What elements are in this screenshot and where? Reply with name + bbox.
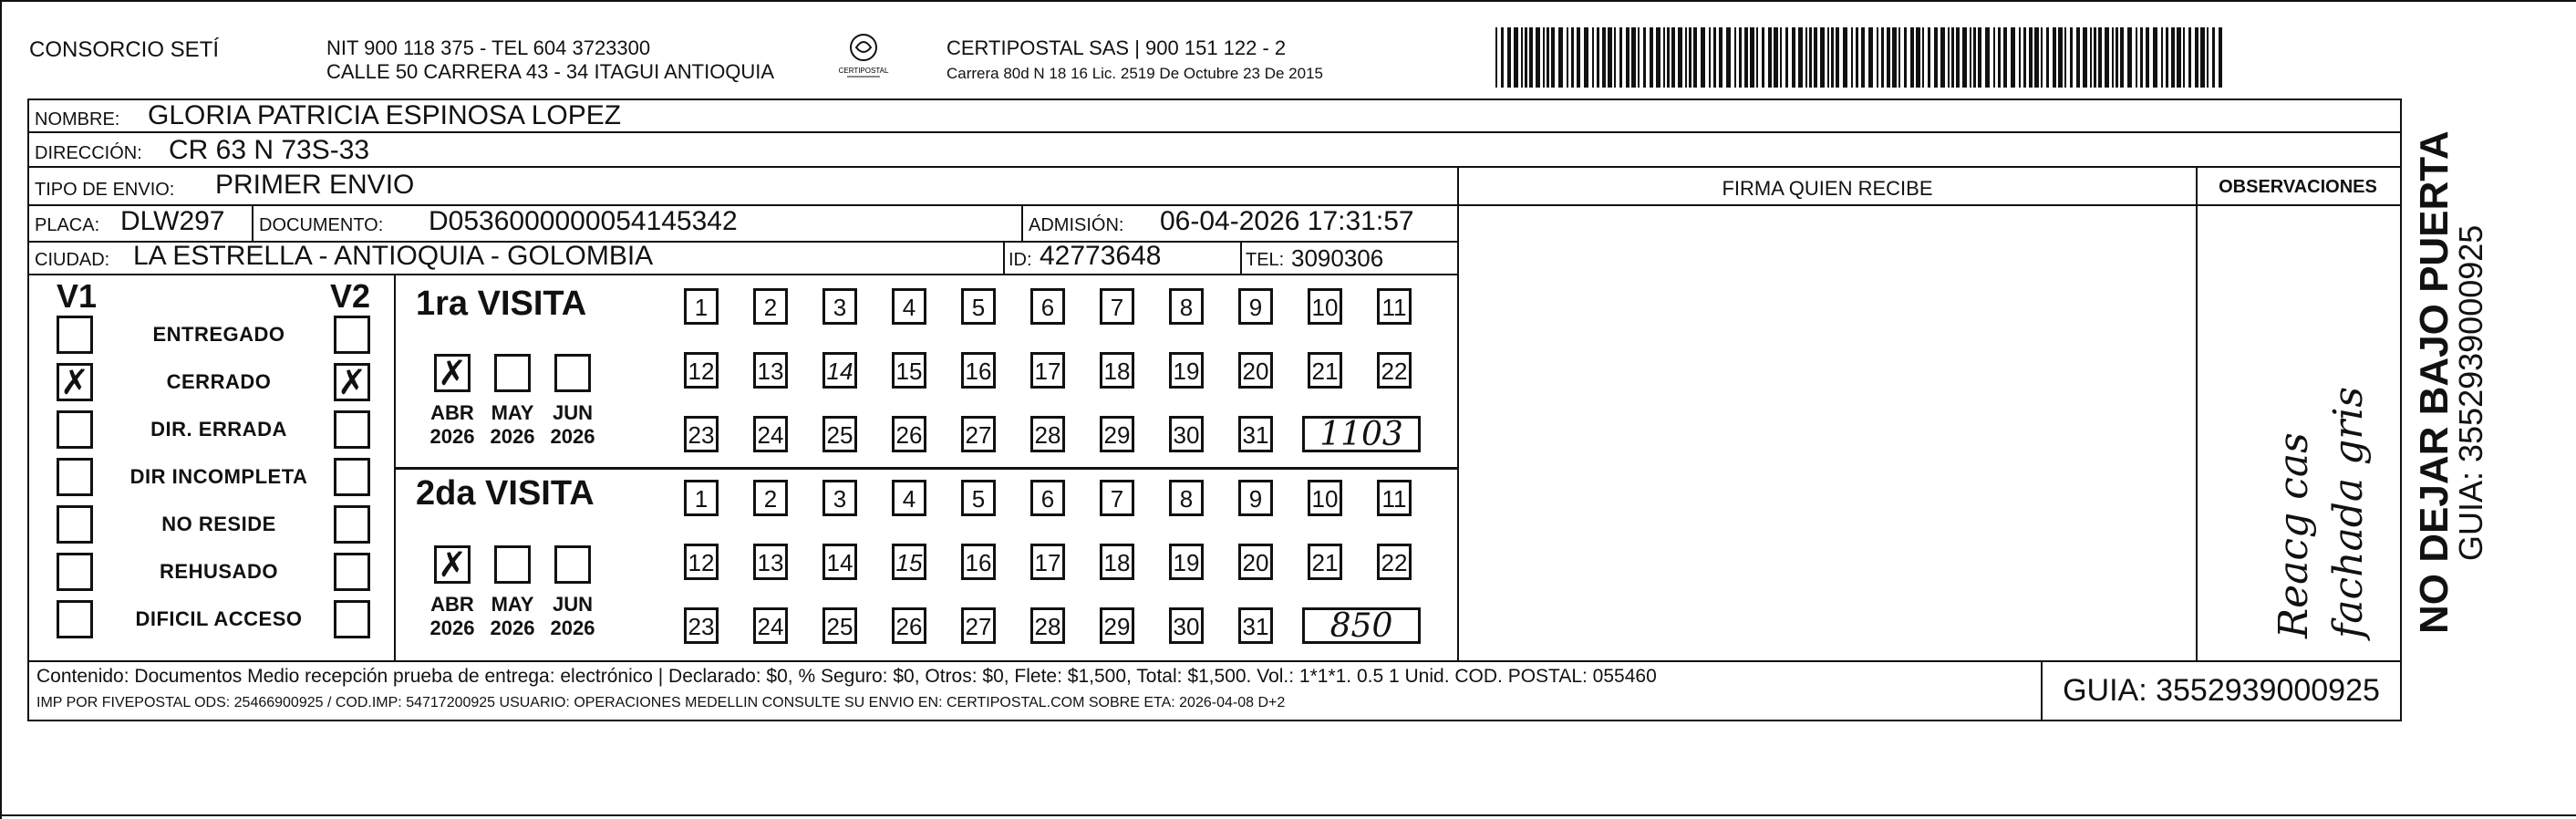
day-box[interactable]: 25 [822, 607, 857, 644]
barcode-bar [1861, 27, 1865, 88]
direccion-row [29, 133, 2400, 168]
barcode-bar [1750, 27, 1754, 88]
barcode-bar [2188, 27, 2191, 88]
day-box[interactable]: 5 [961, 288, 996, 325]
barcode [1495, 27, 2225, 88]
year-label: 2026 [550, 617, 595, 639]
v1-checkbox[interactable] [57, 316, 93, 354]
day-box[interactable]: 30 [1169, 607, 1204, 644]
barcode-bar [1934, 27, 1938, 88]
barcode-bar [1877, 27, 1878, 88]
obs-handwritten-line2: fachada gris [2325, 387, 2372, 638]
barcode-bar [1887, 27, 1890, 88]
barcode-bar [1619, 27, 1622, 88]
day-box[interactable]: 27 [961, 607, 996, 644]
month-label: ABR [430, 401, 474, 424]
day-box[interactable]: 19 [1169, 352, 1204, 389]
barcode-bar [1739, 27, 1742, 88]
placa-value: DLW297 [120, 206, 225, 236]
barcode-bar [2166, 27, 2168, 88]
barcode-bar [2116, 27, 2118, 88]
day-box[interactable]: 11 [1377, 480, 1412, 516]
day-box[interactable]: 30 [1169, 416, 1204, 452]
status-label: DIR INCOMPLETA [129, 465, 308, 488]
month-checkbox[interactable] [554, 545, 591, 584]
barcode-bar [1597, 27, 1599, 88]
barcode-bar [2064, 27, 2066, 88]
barcode-bar [1678, 27, 1682, 88]
barcode-bar [2046, 27, 2049, 88]
barcode-bar [1916, 27, 1920, 88]
direccion-value: CR 63 N 73S-33 [169, 135, 370, 165]
barcode-bar [2041, 27, 2043, 88]
day-box[interactable]: 6 [1030, 288, 1065, 325]
day-box[interactable]: 7 [1100, 480, 1134, 516]
day-box[interactable]: 19 [1169, 544, 1204, 580]
barcode-bar [2058, 27, 2063, 88]
barcode-bar [2127, 27, 2132, 88]
day-box[interactable]: 26 [892, 416, 926, 452]
barcode-bar [1685, 27, 1687, 88]
barcode-bar [1529, 27, 1533, 88]
barcode-bar [2136, 27, 2137, 88]
obs-label: OBSERVACIONES [2219, 177, 2377, 197]
day-box[interactable]: 24 [753, 416, 788, 452]
nombre-row [29, 100, 2400, 133]
barcode-bar [1663, 27, 1665, 88]
day-box[interactable]: 15 [892, 352, 926, 389]
day-box[interactable]: 28 [1030, 607, 1065, 644]
barcode-bar [1805, 27, 1807, 88]
day-box[interactable]: 15 [892, 544, 926, 580]
barcode-bar [1910, 27, 1914, 88]
barcode-bar [1701, 27, 1705, 88]
v2-checkbox[interactable] [334, 458, 370, 496]
barcode-bar [1709, 27, 1711, 88]
barcode-bar [1667, 27, 1670, 88]
barcode-bar [1602, 27, 1606, 88]
barcode-bar [1643, 27, 1646, 88]
left-border-line [0, 0, 2, 819]
barcode-bar [1978, 27, 1981, 88]
day-box[interactable]: 29 [1100, 416, 1134, 452]
barcode-bar [1756, 27, 1758, 88]
day-box[interactable]: 23 [684, 607, 719, 644]
barcode-bar [2195, 27, 2198, 88]
day-box[interactable]: 6 [1030, 480, 1065, 516]
day-box[interactable]: 10 [1308, 480, 1342, 516]
day-box[interactable]: 17 [1030, 352, 1065, 389]
day-box[interactable]: 2 [753, 480, 788, 516]
nit-line: NIT 900 118 375 - TEL 604 3723300 [326, 36, 651, 59]
tel-divider [1240, 243, 1242, 274]
day-box[interactable]: 18 [1100, 352, 1134, 389]
day-box[interactable]: 8 [1169, 288, 1204, 325]
barcode-bar [2219, 27, 2222, 88]
barcode-bar [1495, 27, 1497, 88]
barcode-bar [1993, 27, 1995, 88]
barcode-bar [1814, 27, 1817, 88]
barcode-bar [1827, 27, 1829, 88]
barcode-bar [1928, 27, 1930, 88]
day-box[interactable]: 16 [961, 352, 996, 389]
ciudad-label: CIUDAD: [35, 250, 110, 270]
status-label: REHUSADO [160, 560, 278, 583]
day-box[interactable]: 20 [1238, 544, 1273, 580]
tel-label: TEL: [1246, 250, 1285, 270]
day-box[interactable]: 16 [961, 544, 996, 580]
barcode-bar [1501, 27, 1504, 88]
placa-divider [252, 206, 253, 241]
barcode-bar [1631, 27, 1636, 88]
no-dejar-bajo-puerta: NO DEJAR BAJO PUERTA [2412, 130, 2457, 634]
direccion-label: DIRECCIÓN: [35, 143, 142, 163]
v2-label: V2 [330, 277, 371, 315]
day-box[interactable]: 1 [684, 288, 719, 325]
barcode-bar [1922, 27, 1924, 88]
day-box[interactable]: 3 [822, 288, 857, 325]
ciudad-row-line [29, 274, 1457, 275]
barcode-bar [1584, 27, 1588, 88]
day-box[interactable]: 21 [1308, 544, 1342, 580]
barcode-bar [1809, 27, 1812, 88]
tel-value: 3090306 [1291, 244, 1384, 272]
month-label: ABR [430, 593, 474, 616]
day-box[interactable]: 21 [1308, 352, 1342, 389]
id-label: ID: [1009, 250, 1032, 270]
month-checkbox[interactable] [494, 354, 531, 392]
status-label: DIFICIL ACCESO [135, 607, 303, 630]
day-box[interactable]: 20 [1238, 352, 1273, 389]
barcode-bar [1577, 27, 1580, 88]
day-box[interactable]: 14 [822, 352, 857, 389]
barcode-bar [1948, 27, 1950, 88]
day-box[interactable]: 8 [1169, 480, 1204, 516]
observaciones-handwriting [2207, 274, 2389, 657]
v2-checkbox[interactable] [334, 316, 370, 354]
barcode-bar [1820, 27, 1825, 88]
barcode-bar [1868, 27, 1873, 88]
side-text [2407, 109, 2489, 638]
month-checkbox[interactable] [554, 354, 591, 392]
documento-value: D0536000000054145342 [429, 206, 738, 236]
v1-checkbox[interactable] [57, 458, 93, 496]
barcode-bar [1614, 27, 1616, 88]
barcode-bar [1970, 27, 1971, 88]
barcode-bar [2090, 27, 2092, 88]
barcode-bar [1650, 27, 1653, 88]
admision-label: ADMISIÓN: [1029, 215, 1124, 235]
barcode-bar [1626, 27, 1629, 88]
barcode-bar [1689, 27, 1691, 88]
barcode-bar [2120, 27, 2124, 88]
month-label: JUN [552, 401, 593, 424]
certipostal-line1: CERTIPOSTAL SAS | 900 151 122 - 2 [947, 36, 1287, 59]
barcode-bar [2076, 27, 2080, 88]
barcode-bar [1608, 27, 1612, 88]
v1-checkbox[interactable]: ✗ [57, 363, 93, 401]
barcode-bar [2183, 27, 2185, 88]
barcode-bar [2034, 27, 2039, 88]
top-border-line [0, 0, 2576, 2]
day-box[interactable]: 12 [684, 544, 719, 580]
firma-label: FIRMA QUIEN RECIBE [1722, 177, 1933, 200]
id-divider [1003, 243, 1005, 274]
barcode-bar [1856, 27, 1858, 88]
barcode-bar [1543, 27, 1545, 88]
barcode-bar [2212, 27, 2215, 88]
footer-divider [29, 660, 2400, 662]
day-box[interactable]: 14 [822, 544, 857, 580]
barcode-bar [1951, 27, 1954, 88]
tipo-value: PRIMER ENVIO [215, 170, 415, 200]
visit-section-divider [396, 467, 1457, 470]
year-label: 2026 [490, 425, 535, 448]
visit-time-box[interactable]: 1103 [1302, 416, 1421, 452]
month-label: MAY [491, 593, 534, 616]
v1-checkbox[interactable] [57, 553, 93, 591]
day-box[interactable]: 13 [753, 352, 788, 389]
visit-time-box[interactable]: 850 [1302, 607, 1421, 644]
firma-column-divider [1457, 168, 1459, 660]
barcode-bar [1547, 27, 1549, 88]
barcode-bar [1521, 27, 1523, 88]
id-value: 42773648 [1040, 241, 1162, 271]
barcode-bar [1571, 27, 1574, 88]
barcode-bar [1851, 27, 1853, 88]
barcode-bar [1843, 27, 1847, 88]
barcode-bar [1785, 27, 1788, 88]
barcode-bar [1693, 27, 1697, 88]
day-box[interactable]: 26 [892, 607, 926, 644]
placa-label: PLACA: [35, 215, 100, 235]
address-line: CALLE 50 CARRERA 43 - 34 ITAGUI ANTIOQUIA [326, 60, 775, 83]
day-box[interactable]: 10 [1308, 288, 1342, 325]
status-label: DIR. ERRADA [150, 418, 287, 441]
barcode-bar [1656, 27, 1660, 88]
month-checkbox[interactable]: ✗ [434, 354, 471, 392]
barcode-bar [1836, 27, 1839, 88]
barcode-bar [1514, 27, 1518, 88]
day-box[interactable]: 27 [961, 416, 996, 452]
barcode-bar [1567, 27, 1568, 88]
footer-contenido: Contenido: Documentos Medio recepción prueba de entrega: electrónico | Declarado: $0, % Seguro: $0, Otros: $0, Flete: $1,500, Total: $1,500. Vol.: 1*1*1. 0.5 1 Unid. COD. POSTAL: 055460 [36, 666, 1657, 687]
admision-value: 06-04-2026 17:31:57 [1160, 206, 1414, 236]
barcode-bar [1898, 27, 1900, 88]
documento-label: DOCUMENTO: [259, 215, 384, 235]
barcode-bar [1985, 27, 1990, 88]
barcode-bar [2083, 27, 2087, 88]
obs-column-divider [2196, 168, 2198, 660]
day-box[interactable]: 22 [1377, 352, 1412, 389]
month-label: JUN [552, 593, 593, 616]
barcode-bar [2140, 27, 2143, 88]
admision-divider [1021, 206, 1023, 241]
day-box[interactable]: 31 [1238, 607, 1273, 644]
barcode-bar [2029, 27, 2033, 88]
barcode-bar [1962, 27, 1967, 88]
obs-handwritten-line1: Reacg cas [2271, 432, 2317, 638]
footer-guia: GUIA: 3552939000925 [2063, 673, 2380, 708]
day-box[interactable]: 18 [1100, 544, 1134, 580]
day-box[interactable]: 22 [1377, 544, 1412, 580]
second-visit-title: 2da VISITA [416, 474, 595, 513]
day-box[interactable]: 31 [1238, 416, 1273, 452]
status-label: NO RESIDE [161, 513, 276, 535]
barcode-bar [2153, 27, 2157, 88]
barcode-bar [1744, 27, 1748, 88]
barcode-bar [1551, 27, 1555, 88]
barcode-bar [1904, 27, 1907, 88]
day-box[interactable]: 3 [822, 480, 857, 516]
day-box[interactable]: 5 [961, 480, 996, 516]
day-box[interactable]: 7 [1100, 288, 1134, 325]
year-label: 2026 [490, 617, 535, 639]
year-label: 2026 [550, 425, 595, 448]
v2-checkbox[interactable] [334, 410, 370, 449]
svg-text:CERTIPOSTAL: CERTIPOSTAL [838, 67, 889, 75]
day-box[interactable]: 4 [892, 480, 926, 516]
year-label: 2026 [429, 617, 475, 639]
day-box[interactable]: 1 [684, 480, 719, 516]
barcode-bar [1507, 27, 1511, 88]
barcode-bar [1719, 27, 1723, 88]
bottom-border-line [0, 814, 2576, 816]
day-box[interactable]: 2 [753, 288, 788, 325]
barcode-bar [1892, 27, 1897, 88]
barcode-bar [2105, 27, 2109, 88]
barcode-bar [2011, 27, 2015, 88]
barcode-bar [2094, 27, 2096, 88]
barcode-bar [1792, 27, 1795, 88]
barcode-bar [1780, 27, 1782, 88]
barcode-bar [1671, 27, 1675, 88]
status-label: ENTREGADO [152, 323, 285, 346]
day-box[interactable]: 23 [684, 416, 719, 452]
day-box[interactable]: 9 [1238, 480, 1273, 516]
barcode-bar [2070, 27, 2073, 88]
v2-checkbox[interactable] [334, 600, 370, 638]
day-box[interactable]: 4 [892, 288, 926, 325]
month-checkbox[interactable] [494, 545, 531, 584]
barcode-bar [2023, 27, 2026, 88]
month-checkbox[interactable]: ✗ [434, 545, 471, 584]
barcode-bar [1798, 27, 1803, 88]
barcode-bar [1998, 27, 2001, 88]
footer-imp: IMP POR FIVEPOSTAL ODS: 25466900925 / COD.IMP: 54717200925 USUARIO: OPERACIONES MEDELLIN CONSULTE SU ENVIO EN: CERTIPOSTAL.COM SOBRE ETA: 2026-04-08 D+2 [36, 695, 1286, 710]
v2-checkbox[interactable] [334, 553, 370, 591]
barcode-bar [1525, 27, 1527, 88]
barcode-bar [2207, 27, 2209, 88]
barcode-bar [1713, 27, 1716, 88]
barcode-bar [2200, 27, 2205, 88]
day-box[interactable]: 25 [822, 416, 857, 452]
year-label: 2026 [429, 425, 475, 448]
barcode-bar [1592, 27, 1594, 88]
ciudad-value: LA ESTRELLA - ANTIOQUIA - GOLOMBIA [133, 241, 654, 271]
barcode-bar [2146, 27, 2149, 88]
v1-checkbox[interactable] [57, 505, 93, 544]
company-name: CONSORCIO SETÍ [29, 37, 220, 62]
barcode-bar [1973, 27, 1976, 88]
barcode-bar [1768, 27, 1772, 88]
day-box[interactable]: 17 [1030, 544, 1065, 580]
v1-checkbox[interactable] [57, 600, 93, 638]
barcode-bar [1881, 27, 1884, 88]
barcode-bar [1734, 27, 1736, 88]
barcode-bar [1638, 27, 1640, 88]
nombre-value: GLORIA PATRICIA ESPINOSA LOPEZ [148, 100, 622, 130]
day-box[interactable]: 28 [1030, 416, 1065, 452]
first-visit-title: 1ra VISITA [416, 285, 587, 323]
barcode-bar [1774, 27, 1778, 88]
month-label: MAY [491, 401, 534, 424]
side-guia: GUIA: 3552939000925 [2452, 224, 2489, 561]
barcode-bar [1726, 27, 1731, 88]
barcode-bar [1831, 27, 1834, 88]
barcode-bar [2003, 27, 2007, 88]
barcode-bar [1956, 27, 1960, 88]
day-box[interactable]: 12 [684, 352, 719, 389]
day-box[interactable]: 29 [1100, 607, 1134, 644]
day-box[interactable]: 11 [1377, 288, 1412, 325]
barcode-bar [2019, 27, 2021, 88]
barcode-bar [2053, 27, 2056, 88]
day-box[interactable]: 13 [753, 544, 788, 580]
barcode-bar [2171, 27, 2175, 88]
day-box[interactable]: 24 [753, 607, 788, 644]
barcode-bar [2161, 27, 2163, 88]
certipostal-line2: Carrera 80d N 18 16 Lic. 2519 De Octubre 23 De 2015 [947, 65, 1323, 82]
barcode-bar [1762, 27, 1764, 88]
barcode-bar [2112, 27, 2114, 88]
nombre-label: NOMBRE: [35, 109, 120, 130]
v1-checkbox[interactable] [57, 410, 93, 449]
v2-checkbox[interactable] [334, 505, 370, 544]
v2-checkbox[interactable]: ✗ [334, 363, 370, 401]
barcode-bar [1558, 27, 1563, 88]
day-box[interactable]: 9 [1238, 288, 1273, 325]
status-label: CERRADO [166, 370, 272, 393]
tipo-label: TIPO DE ENVIO: [35, 180, 175, 200]
barcode-bar [2177, 27, 2181, 88]
v1-label: V1 [57, 277, 98, 315]
barcode-bar [1536, 27, 1540, 88]
certipostal-logo [834, 29, 893, 82]
barcode-bar [1940, 27, 1945, 88]
barcode-bar [2098, 27, 2102, 88]
